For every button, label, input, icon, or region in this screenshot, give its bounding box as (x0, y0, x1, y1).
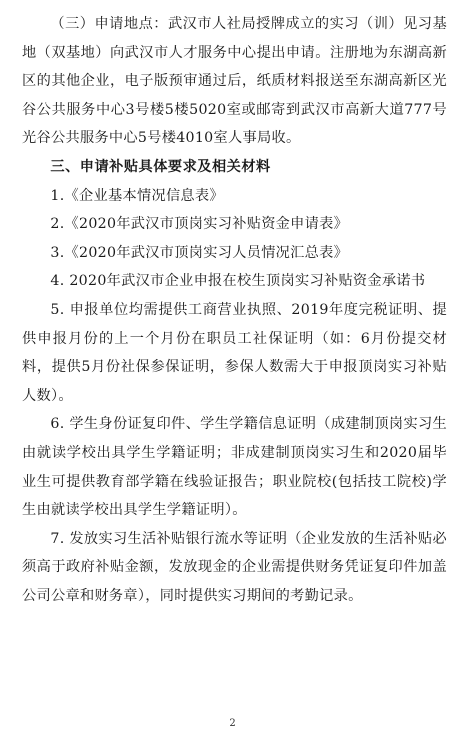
list-item-5: 5. 申报单位均需提供工商营业执照、2019年度完税证明、提供申报月份的上一个月份在职员工社保证明（如：6月份提交材料，提供5月份社保参保证明，参保人数需大于申报顶岗实习补贴人数）。 (22, 301, 447, 404)
section-heading: 三、申请补贴具体要求及相关材料 (50, 158, 271, 175)
list-item-1: 1.《企业基本情况信息表》 (50, 187, 224, 204)
list-item-4: 4. 2020年武汉市企业申报在校生顶岗实习补贴资金承诺书 (50, 273, 426, 290)
list-item-2: 2.《2020年武汉市顶岗实习补贴资金申请表》 (50, 216, 349, 233)
paragraph-application-location: （三）申请地点：武汉市人社局授牌成立的实习（训）见习基地（双基地）向武汉市人才服务中心提出申请。注册地为东湖高新区的其他企业，电子版预审通过后，纸质材料报送至东湖高新区光谷公共服务中心3号楼5楼5020室或邮寄到武汉市高新大道777号光谷公共服务中心5号楼4010室人事局收。 (22, 16, 447, 147)
document-body (22, 10, 447, 610)
page-number: 2 (229, 718, 236, 729)
list-item-6: 6. 学生身份证复印件、学生学籍信息证明（成建制顶岗实习生由就读学校出具学生学籍证明；非成建制顶岗实习生和2020届毕业生可提供教育部学籍在线验证报告；职业院校(包括技工院校)学生由就读学校出具学生学籍证明）。 (22, 416, 447, 519)
list-item-3: 3.《2020年武汉市顶岗实习人员情况汇总表》 (50, 244, 349, 261)
list-item-7: 7. 发放实习生活补贴银行流水等证明（企业发放的生活补贴必须高于政府补贴金额，发放现金的企业需提供财务凭证复印件加盖公司公章和财务章），同时提供实习期间的考勤记录。 (22, 530, 447, 604)
